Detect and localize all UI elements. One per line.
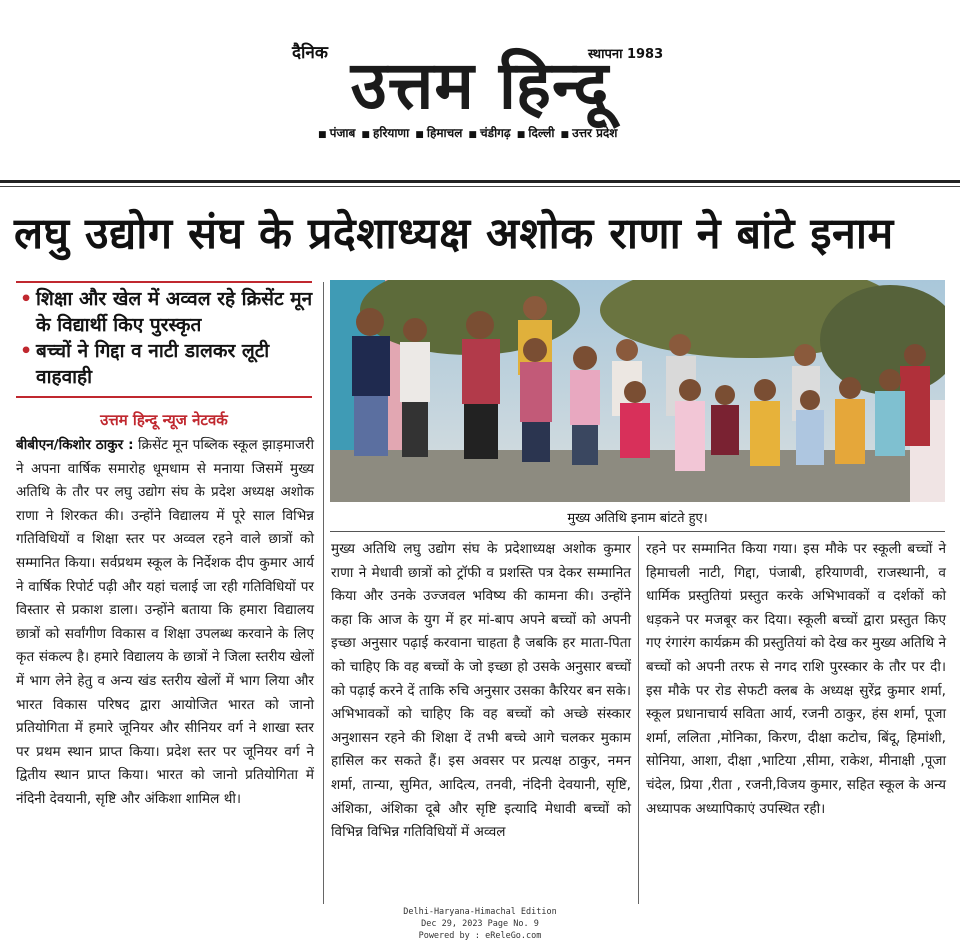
footer-date-page: Dec 29, 2023 Page No. 9 — [421, 919, 539, 929]
region-item: ■ हरियाणा — [361, 124, 409, 141]
article-column-1 — [16, 434, 314, 812]
column-divider — [323, 282, 324, 904]
footer-edition: Delhi-Haryana-Himachal Edition — [403, 907, 557, 917]
subhead-item: • बच्चों ने गिद्दा व नाटी डालकर लूटी वाहवाही — [20, 338, 316, 390]
photo-caption: मुख्य अतिथि इनाम बांटते हुए। — [567, 511, 708, 526]
article-headline: लघु उद्योग संघ के प्रदेशाध्यक्ष अशोक राणा ने बांटे इनाम — [14, 209, 894, 259]
subhead-rule-top — [16, 281, 312, 283]
dateline: बीबीएन/किशोर ठाकुर : — [16, 437, 134, 453]
edition-footer — [0, 906, 960, 942]
article-column-3: रहने पर सम्मानित किया गया। इस मौके पर स्कूली बच्चों ने हिमाचली नाटी, गिद्दा, पंजाबी, हरियाणवी, राजस्थानी, व धार्मिक प्रस्तुतियां प्रस्तुत करके अभिभावकों व दर्शकों को धड़कने पर मजबूर कर दिया। स्कूली बच्चों द्वारा प्रस्तुत किए गए रंगारंग कार्यक्रम की प्रस्तुतियां को देख कर मुख्य अतिथि ने बच्चों को अपनी तरफ से नगद राशि पुरस्कार के तौर पर दी। इस मौके पर रोड सेफटी क्लब के अध्यक्ष सुरेंद्र कुमार शर्मा, स्कूल प्रधानाचार्य सविता आर्य, रजनी ठाकुर, हंस शर्मा, पूजा शर्मा, ललिता ,मोनिका, किरण, दीक्षा कटोच, बिंदू, हिमांशी, सोनिया, आशा, दीक्षा ,भाटिया ,सीमा, राकेश, मीनाक्षी ,पूजा चंदेल, प्रिया ,रीता , रजनी,विजय कुमार, सहित स्कूल के अन्य अध्यापक अध्यापिकाएं उपस्थित रही। — [646, 541, 946, 817]
header-divider-thin — [0, 186, 960, 187]
region-item: ■ उत्तर प्रदेश — [560, 124, 617, 141]
caption-rule — [330, 531, 945, 532]
masthead-established: स्थापना 1983 — [588, 47, 664, 62]
region-item: ■ पंजाब — [318, 124, 355, 141]
newspaper-logo: उत्तम हिन्दू — [350, 47, 610, 124]
subhead-rule-bottom — [16, 396, 312, 398]
region-item: ■ चंडीगढ़ — [468, 124, 510, 141]
region-item: ■ दिल्ली — [517, 124, 555, 141]
article-column-2: मुख्य अतिथि लघु उद्योग संघ के प्रदेशाध्यक्ष अशोक कुमार राणा ने मेधावी छात्रों को ट्रॉफी व प्रशस्ति पत्र देकर सम्मानित किया और उनके उज्जवल भविष्य की कामना की। उन्होंने कहा कि आज के युग में हर मां-बाप अपने बच्चों को अपनी इच्छा अनुसार पढ़ाई करवाना चाहता है जबकि हर माता-पिता को चाहिए कि वह बच्चों के जो इच्छा हो उसके अनुसार बच्चों को पढ़ाई करने दें ताकि रुचि अनुसार उसका कैरियर बन सके। अभिभावकों को चाहिए कि वह बच्चों को अच्छे संस्कार अनुशासन रहने की शिक्षा दें तभी बच्चे आगे चलकर मुकाम हासिल कर सकते हैं। इस अवसर पर प्रत्यक्ष ठाकुर, नमन शर्मा, तान्या, सुमित, आदित्य, तनवी, नंदिनी देवयानी, सृष्टि, अंशिका, अंशिका दूबे और सृष्टि इत्यादि मेधावी बच्चों को विभिन्न विभिन्न गतिविधियों में अव्वल — [331, 541, 631, 841]
masthead-regions — [318, 124, 617, 141]
photo-illustration — [330, 280, 945, 502]
subhead-item: • शिक्षा और खेल में अव्वल रहे क्रिसेंट मून के विद्यार्थी किए पुरस्कृत — [20, 286, 316, 338]
region-item: ■ हिमाचल — [415, 124, 462, 141]
article-subheads — [20, 286, 316, 390]
masthead — [0, 0, 960, 178]
footer-powered-by: Powered by : eReleGo.com — [418, 931, 542, 941]
masthead-dainik: दैनिक — [292, 43, 328, 63]
byline: उत्तम हिन्दू न्यूज नेटवर्क — [100, 411, 228, 429]
header-divider — [0, 180, 960, 183]
column-1-text: क्रिसेंट मून पब्लिक स्कूल झाड़माजरी ने अपना वार्षिक समारोह धूमधाम से मनाया जिसमें मुख्य अतिथि के तौर पर लघु उद्योग संघ के प्रदेश अध्यक्ष अशोक राणा ने शिरकत की। उन्होंने विद्यालय में पूरे साल विभिन्न गतिविधियों व शिक्षा स्तर पर अव्वल रहने वाले छात्रों को सम्मानित किया। सर्वप्रथम स्कूल के निर्देशक दीप कुमार आर्य ने वार्षिक रिपोर्ट पढ़ी और यहां चलाई जा रही गतिविधियों पर विस्तार से प्रकाश डाला। उन्होंने बताया कि हमारा विद्यालय छात्रों को सर्वांगीण विकास व शिक्षा उपलब्ध करवाने के लिए कृत संकल्प है। हमारे विद्यालय के छात्रों ने जिला स्तरीय खेलों में भाग लेने हेतु व अन्य खंड स्तरीय खेलों में भाग लिया और भारत विकास परिषद द्वारा आयोजित भारत को जानो प्रतियोगिता में हमारे जूनियर और सीनियर वर्ग ने शाखा स्तर पर प्रथम स्थान प्राप्त किया। प्रदेश स्तर पर जूनियर वर्ग ने द्वितीय स्थान प्राप्त किया। भारत को जानो प्रतियोगिता में नंदिनी देवयानी, सृष्टि और अंकिशा शामिल थी। — [16, 437, 315, 807]
column-divider — [638, 536, 639, 904]
article-photo — [330, 280, 945, 502]
